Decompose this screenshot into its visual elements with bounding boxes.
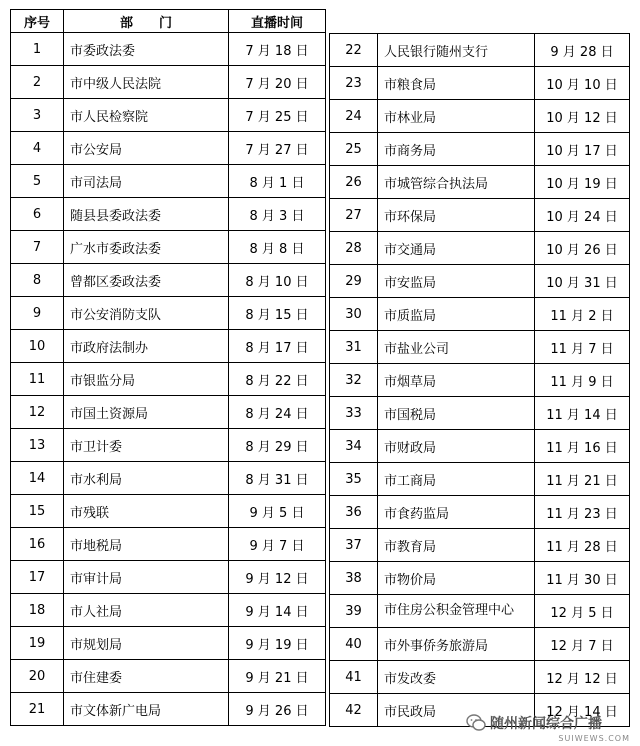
row-date: 9 月 5 日 <box>229 495 326 528</box>
row-number: 9 <box>11 297 64 330</box>
table-row <box>330 265 630 298</box>
row-date: 7 月 20 日 <box>229 66 326 99</box>
row-number: 5 <box>11 165 64 198</box>
row-date: 11 月 16 日 <box>535 430 630 463</box>
row-date: 10 月 10 日 <box>535 67 630 100</box>
row-number: 39 <box>330 595 378 628</box>
table-row <box>330 133 630 166</box>
row-date: 11 月 2 日 <box>535 298 630 331</box>
header-dept: 部 门 <box>64 10 229 33</box>
table-row <box>11 561 326 594</box>
row-number: 11 <box>11 363 64 396</box>
row-department: 市政府法制办 <box>64 330 229 363</box>
watermark <box>466 703 636 743</box>
row-department: 市安监局 <box>378 265 535 298</box>
row-number: 32 <box>330 364 378 397</box>
row-date: 11 月 30 日 <box>535 562 630 595</box>
row-department: 市发改委 <box>378 661 535 694</box>
row-department: 市外事侨务旅游局 <box>378 628 535 661</box>
row-number: 3 <box>11 99 64 132</box>
row-department: 市残联 <box>64 495 229 528</box>
row-number: 34 <box>330 430 378 463</box>
row-date: 7 月 25 日 <box>229 99 326 132</box>
row-number: 26 <box>330 166 378 199</box>
table-row <box>330 199 630 232</box>
table-row <box>330 529 630 562</box>
table-row <box>330 397 630 430</box>
row-date: 9 月 28 日 <box>535 34 630 67</box>
row-date: 12 月 5 日 <box>535 595 630 628</box>
row-number: 4 <box>11 132 64 165</box>
left-table-body <box>11 33 326 726</box>
row-number: 42 <box>330 694 378 727</box>
row-department: 市粮食局 <box>378 67 535 100</box>
row-number: 6 <box>11 198 64 231</box>
row-number: 14 <box>11 462 64 495</box>
schedule-table-right <box>329 33 630 727</box>
table-row <box>11 264 326 297</box>
row-number: 1 <box>11 33 64 66</box>
row-department: 市文体新广电局 <box>64 693 229 726</box>
row-department: 市住建委 <box>64 660 229 693</box>
row-number: 15 <box>11 495 64 528</box>
row-department: 人民银行随州支行 <box>378 34 535 67</box>
row-date: 11 月 14 日 <box>535 397 630 430</box>
table-row <box>330 67 630 100</box>
row-number: 10 <box>11 330 64 363</box>
row-date: 8 月 22 日 <box>229 363 326 396</box>
row-number: 8 <box>11 264 64 297</box>
row-date: 10 月 24 日 <box>535 199 630 232</box>
table-row <box>11 330 326 363</box>
row-department: 市公安消防支队 <box>64 297 229 330</box>
table-row <box>330 463 630 496</box>
wechat-icon <box>466 713 486 733</box>
row-department: 市审计局 <box>64 561 229 594</box>
row-department: 曾都区委政法委 <box>64 264 229 297</box>
row-date: 8 月 8 日 <box>229 231 326 264</box>
table-row <box>11 297 326 330</box>
row-department: 市国税局 <box>378 397 535 430</box>
row-number: 37 <box>330 529 378 562</box>
row-date: 10 月 26 日 <box>535 232 630 265</box>
row-number: 27 <box>330 199 378 232</box>
table-row <box>11 627 326 660</box>
row-date: 9 月 26 日 <box>229 693 326 726</box>
row-department: 随县县委政法委 <box>64 198 229 231</box>
row-date: 8 月 3 日 <box>229 198 326 231</box>
table-row <box>11 429 326 462</box>
row-number: 22 <box>330 34 378 67</box>
row-date: 11 月 23 日 <box>535 496 630 529</box>
row-date: 11 月 9 日 <box>535 364 630 397</box>
table-row <box>11 33 326 66</box>
row-date: 12 月 14 日 <box>535 694 630 727</box>
row-department: 市人社局 <box>64 594 229 627</box>
row-department: 市地税局 <box>64 528 229 561</box>
header-date: 直播时间 <box>229 10 326 33</box>
row-date: 9 月 14 日 <box>229 594 326 627</box>
header-no: 序号 <box>11 10 64 33</box>
table-row <box>11 396 326 429</box>
row-date: 9 月 12 日 <box>229 561 326 594</box>
table-row <box>330 100 630 133</box>
row-number: 21 <box>11 693 64 726</box>
row-date: 8 月 17 日 <box>229 330 326 363</box>
row-date: 12 月 7 日 <box>535 628 630 661</box>
row-date: 10 月 31 日 <box>535 265 630 298</box>
row-number: 16 <box>11 528 64 561</box>
row-department: 市物价局 <box>378 562 535 595</box>
row-department: 市水利局 <box>64 462 229 495</box>
row-department: 市商务局 <box>378 133 535 166</box>
watermark-text: 随州新闻综合广播 <box>490 716 602 732</box>
table-row <box>11 693 326 726</box>
row-date: 10 月 12 日 <box>535 100 630 133</box>
row-number: 25 <box>330 133 378 166</box>
row-number: 24 <box>330 100 378 133</box>
row-department: 市民政局 <box>378 694 535 727</box>
row-date: 8 月 10 日 <box>229 264 326 297</box>
table-row <box>11 132 326 165</box>
row-date: 9 月 7 日 <box>229 528 326 561</box>
row-number: 38 <box>330 562 378 595</box>
row-number: 28 <box>330 232 378 265</box>
row-number: 18 <box>11 594 64 627</box>
row-date: 12 月 12 日 <box>535 661 630 694</box>
row-number: 17 <box>11 561 64 594</box>
row-date: 9 月 19 日 <box>229 627 326 660</box>
row-number: 29 <box>330 265 378 298</box>
row-number: 35 <box>330 463 378 496</box>
row-date: 7 月 18 日 <box>229 33 326 66</box>
row-date: 11 月 28 日 <box>535 529 630 562</box>
row-date: 11 月 7 日 <box>535 331 630 364</box>
row-date: 9 月 21 日 <box>229 660 326 693</box>
row-department: 市规划局 <box>64 627 229 660</box>
row-date: 8 月 1 日 <box>229 165 326 198</box>
row-date: 10 月 17 日 <box>535 133 630 166</box>
row-department: 市烟草局 <box>378 364 535 397</box>
table-row <box>330 298 630 331</box>
row-date: 7 月 27 日 <box>229 132 326 165</box>
row-number: 31 <box>330 331 378 364</box>
row-department: 市教育局 <box>378 529 535 562</box>
row-date: 8 月 24 日 <box>229 396 326 429</box>
table-row <box>11 231 326 264</box>
row-department: 市司法局 <box>64 165 229 198</box>
watermark-url: SUIWEWS.COM <box>558 734 630 743</box>
table-row <box>11 495 326 528</box>
row-number: 41 <box>330 661 378 694</box>
row-department: 市财政局 <box>378 430 535 463</box>
table-row <box>330 496 630 529</box>
row-department: 市环保局 <box>378 199 535 232</box>
table-row <box>330 166 630 199</box>
schedule-table-left <box>10 9 326 726</box>
row-date: 8 月 15 日 <box>229 297 326 330</box>
table-row <box>11 660 326 693</box>
row-department: 市盐业公司 <box>378 331 535 364</box>
row-department: 市卫计委 <box>64 429 229 462</box>
row-date: 10 月 19 日 <box>535 166 630 199</box>
table-header-row <box>11 10 326 33</box>
table-row <box>330 331 630 364</box>
row-number: 7 <box>11 231 64 264</box>
row-number: 30 <box>330 298 378 331</box>
row-department: 市人民检察院 <box>64 99 229 132</box>
row-department: 市交通局 <box>378 232 535 265</box>
table-row <box>330 34 630 67</box>
row-date: 11 月 21 日 <box>535 463 630 496</box>
table-row <box>11 99 326 132</box>
row-number: 23 <box>330 67 378 100</box>
row-department: 市国土资源局 <box>64 396 229 429</box>
table-row <box>11 198 326 231</box>
row-department: 市质监局 <box>378 298 535 331</box>
table-row <box>330 232 630 265</box>
row-department: 市林业局 <box>378 100 535 133</box>
table-row <box>330 430 630 463</box>
row-number: 13 <box>11 429 64 462</box>
row-number: 20 <box>11 660 64 693</box>
row-number: 33 <box>330 397 378 430</box>
row-date: 8 月 29 日 <box>229 429 326 462</box>
row-department: 市公安局 <box>64 132 229 165</box>
table-row <box>11 66 326 99</box>
row-department: 市银监分局 <box>64 363 229 396</box>
table-row <box>330 661 630 694</box>
row-number: 12 <box>11 396 64 429</box>
row-date: 8 月 31 日 <box>229 462 326 495</box>
table-row <box>11 528 326 561</box>
table-row <box>11 165 326 198</box>
row-department: 市委政法委 <box>64 33 229 66</box>
table-row <box>11 363 326 396</box>
table-row <box>330 628 630 661</box>
row-department: 广水市委政法委 <box>64 231 229 264</box>
table-row <box>330 562 630 595</box>
row-department: 市中级人民法院 <box>64 66 229 99</box>
table-row <box>330 364 630 397</box>
row-department: 市食药监局 <box>378 496 535 529</box>
right-table-body <box>330 34 630 727</box>
row-number: 40 <box>330 628 378 661</box>
row-number: 19 <box>11 627 64 660</box>
row-department: 市工商局 <box>378 463 535 496</box>
table-row <box>330 595 630 628</box>
row-department: 市住房公积金管理中心 <box>378 595 535 628</box>
row-number: 36 <box>330 496 378 529</box>
row-number: 2 <box>11 66 64 99</box>
table-row <box>11 594 326 627</box>
row-department: 市城管综合执法局 <box>378 166 535 199</box>
table-row <box>11 462 326 495</box>
